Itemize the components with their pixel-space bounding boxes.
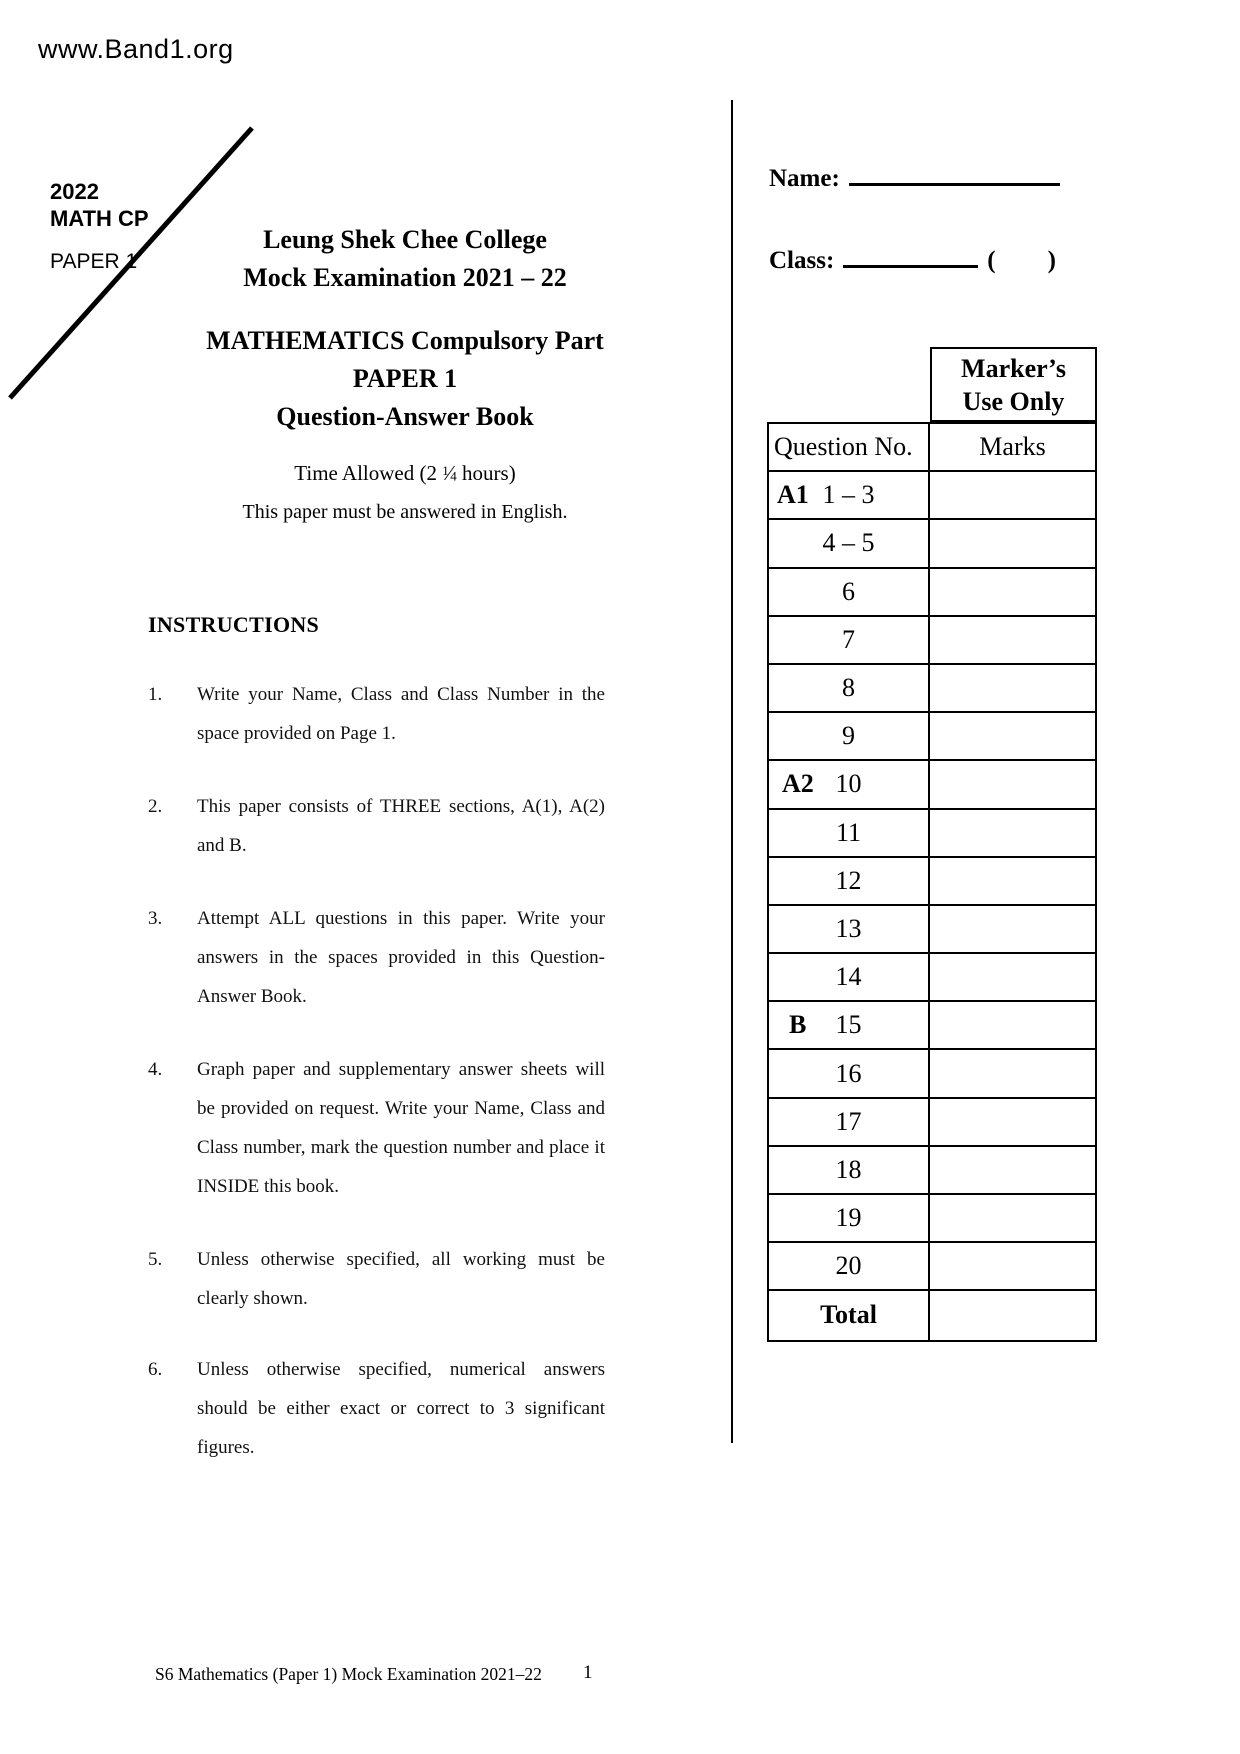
- instruction-text: This paper consists of THREE sections, A(1), A(2) and B.: [197, 796, 605, 856]
- marks-cell: [930, 1291, 1095, 1339]
- question-no-cell: [769, 1291, 930, 1339]
- question-no-cell: [769, 761, 930, 807]
- marks-cell: [930, 713, 1095, 759]
- marks-cell: [930, 617, 1095, 663]
- question-no-cell: [769, 1243, 930, 1289]
- instructions-heading: INSTRUCTIONS: [148, 612, 320, 637]
- site-watermark: www.Band1.org: [38, 34, 234, 64]
- question-label: 19: [835, 1203, 862, 1233]
- question-label: 11: [835, 817, 862, 847]
- class-label: Class:: [769, 247, 835, 274]
- instruction-number: 3.: [148, 908, 163, 929]
- question-no-cell: [769, 617, 930, 663]
- exam-paper-code: PAPER 1: [50, 250, 138, 273]
- marks-cell: [930, 906, 1095, 952]
- marks-cell: [930, 1195, 1095, 1241]
- instruction-text: Graph paper and supplementary answer sheets will be provided on request. Write your Name, Class and Class number, mark the question number and place it INSIDE this book.: [197, 1059, 605, 1197]
- subject-title: MATHEMATICS Compulsory Part: [206, 326, 604, 355]
- question-no-cell: [769, 713, 930, 759]
- marks-table-row: [769, 761, 1095, 809]
- class-number-parens: ( ): [987, 247, 1056, 274]
- name-label: Name:: [769, 165, 840, 192]
- question-label: 14: [835, 962, 862, 992]
- question-label: 15: [835, 1010, 862, 1040]
- markers-use-only-box: Marker’s Use Only: [930, 347, 1097, 422]
- question-label: 20: [835, 1251, 862, 1281]
- marks-cell: [930, 954, 1095, 1000]
- language-note: This paper must be answered in English.: [242, 501, 568, 523]
- class-blank: [843, 241, 978, 268]
- marks-cell: [930, 1099, 1095, 1145]
- question-no-cell: [769, 665, 930, 711]
- marks-table-row: [769, 1099, 1095, 1147]
- marks-cell: [930, 665, 1095, 711]
- marks-cell: [930, 569, 1095, 615]
- section-label: B: [789, 1010, 807, 1040]
- name-row: [769, 159, 1060, 193]
- marks-table: [767, 422, 1097, 1342]
- marks-cell: [930, 1243, 1095, 1289]
- marks-table-row: [769, 810, 1095, 858]
- footer-text: S6 Mathematics (Paper 1) Mock Examination 2021–22: [155, 1664, 542, 1684]
- question-label: 7: [842, 624, 855, 654]
- question-no-cell: [769, 906, 930, 952]
- quarter-fraction: $^1$⁄4: [442, 461, 457, 485]
- question-label: 17: [835, 1106, 862, 1136]
- marks-table-row: [769, 472, 1095, 520]
- marks-table-row: [769, 906, 1095, 954]
- instruction-text: Unless otherwise specified, numerical answers should be either exact or correct to 3 significant figures.: [197, 1359, 605, 1458]
- question-no-cell: [769, 858, 930, 904]
- exam-name: Mock Examination 2021 – 22: [243, 263, 567, 292]
- question-no-cell: [769, 810, 930, 856]
- section-label: A2: [782, 769, 814, 799]
- marks-table-row: [769, 569, 1095, 617]
- marks-cell: [930, 810, 1095, 856]
- question-no-cell: [769, 1147, 930, 1193]
- question-no-cell: [769, 1195, 930, 1241]
- question-label: 12: [835, 865, 862, 895]
- time-allowed: Time Allowed (2 $^1$⁄4 hours): [294, 461, 516, 485]
- marks-table-row: [769, 617, 1095, 665]
- paper-title: PAPER 1: [352, 364, 458, 393]
- marks-table-row: [769, 1050, 1095, 1098]
- marks-table-row: [769, 665, 1095, 713]
- marks-table-row: [769, 1195, 1095, 1243]
- marks-cell: [930, 1050, 1095, 1096]
- question-label: 9: [842, 721, 855, 751]
- marks-table-row: [769, 1002, 1095, 1050]
- marks-table-row: [769, 1291, 1095, 1339]
- question-label: 13: [835, 913, 862, 943]
- question-no-cell: [769, 1099, 930, 1145]
- section-label: A1: [777, 480, 809, 510]
- instruction-number: 1.: [148, 684, 163, 705]
- exam-year: 2022: [50, 179, 99, 204]
- question-label: 16: [835, 1058, 862, 1088]
- marks-cell: [930, 472, 1095, 518]
- marks-table-row: [769, 520, 1095, 568]
- name-blank: [849, 159, 1060, 186]
- school-name: Leung Shek Chee College: [263, 225, 547, 254]
- marks-table-row: [769, 858, 1095, 906]
- book-title: Question-Answer Book: [276, 402, 534, 431]
- question-label: 10: [835, 769, 862, 799]
- instruction-text: Write your Name, Class and Class Number in the space provided on Page 1.: [197, 684, 605, 744]
- instruction-text: Attempt ALL questions in this paper. Write your answers in the spaces provided in this Question-Answer Book.: [197, 908, 605, 1007]
- question-label: 4 – 5: [822, 528, 875, 558]
- question-no-cell: [769, 472, 930, 518]
- question-no-cell: [769, 569, 930, 615]
- question-no-cell: [769, 520, 930, 566]
- instruction-number: 5.: [148, 1249, 163, 1270]
- marks-table-header-row: [769, 424, 1095, 472]
- question-no-cell: [769, 954, 930, 1000]
- instruction-number: 6.: [148, 1359, 163, 1380]
- question-label: 8: [842, 673, 855, 703]
- exam-subject-code: MATH CP: [50, 206, 149, 231]
- question-label: Total: [820, 1300, 877, 1330]
- marks-table-row: [769, 1147, 1095, 1195]
- question-no-cell: [769, 1002, 930, 1048]
- page-number: 1: [583, 1662, 593, 1683]
- question-no-cell: [769, 1050, 930, 1096]
- exam-code-badge: [50, 178, 149, 275]
- question-label: 6: [842, 576, 855, 606]
- instruction-text: Unless otherwise specified, all working must be clearly shown.: [197, 1249, 605, 1309]
- instruction-number: 4.: [148, 1059, 163, 1080]
- instruction-number: 2.: [148, 796, 163, 817]
- marks-cell: [930, 520, 1095, 566]
- class-row: [769, 241, 1056, 275]
- marks-cell: [930, 858, 1095, 904]
- title-block: [170, 221, 640, 436]
- marks-cell: [930, 1002, 1095, 1048]
- marks-table-row: [769, 954, 1095, 1002]
- question-no-header: Question No.: [769, 424, 930, 470]
- marks-table-row: [769, 713, 1095, 761]
- marks-cell: [930, 761, 1095, 807]
- marks-cell: [930, 1147, 1095, 1193]
- marks-table-row: [769, 1243, 1095, 1291]
- column-divider: [731, 100, 733, 1443]
- question-label: 18: [835, 1154, 862, 1184]
- marks-header: Marks: [979, 432, 1046, 462]
- question-label: 1 – 3: [822, 480, 875, 510]
